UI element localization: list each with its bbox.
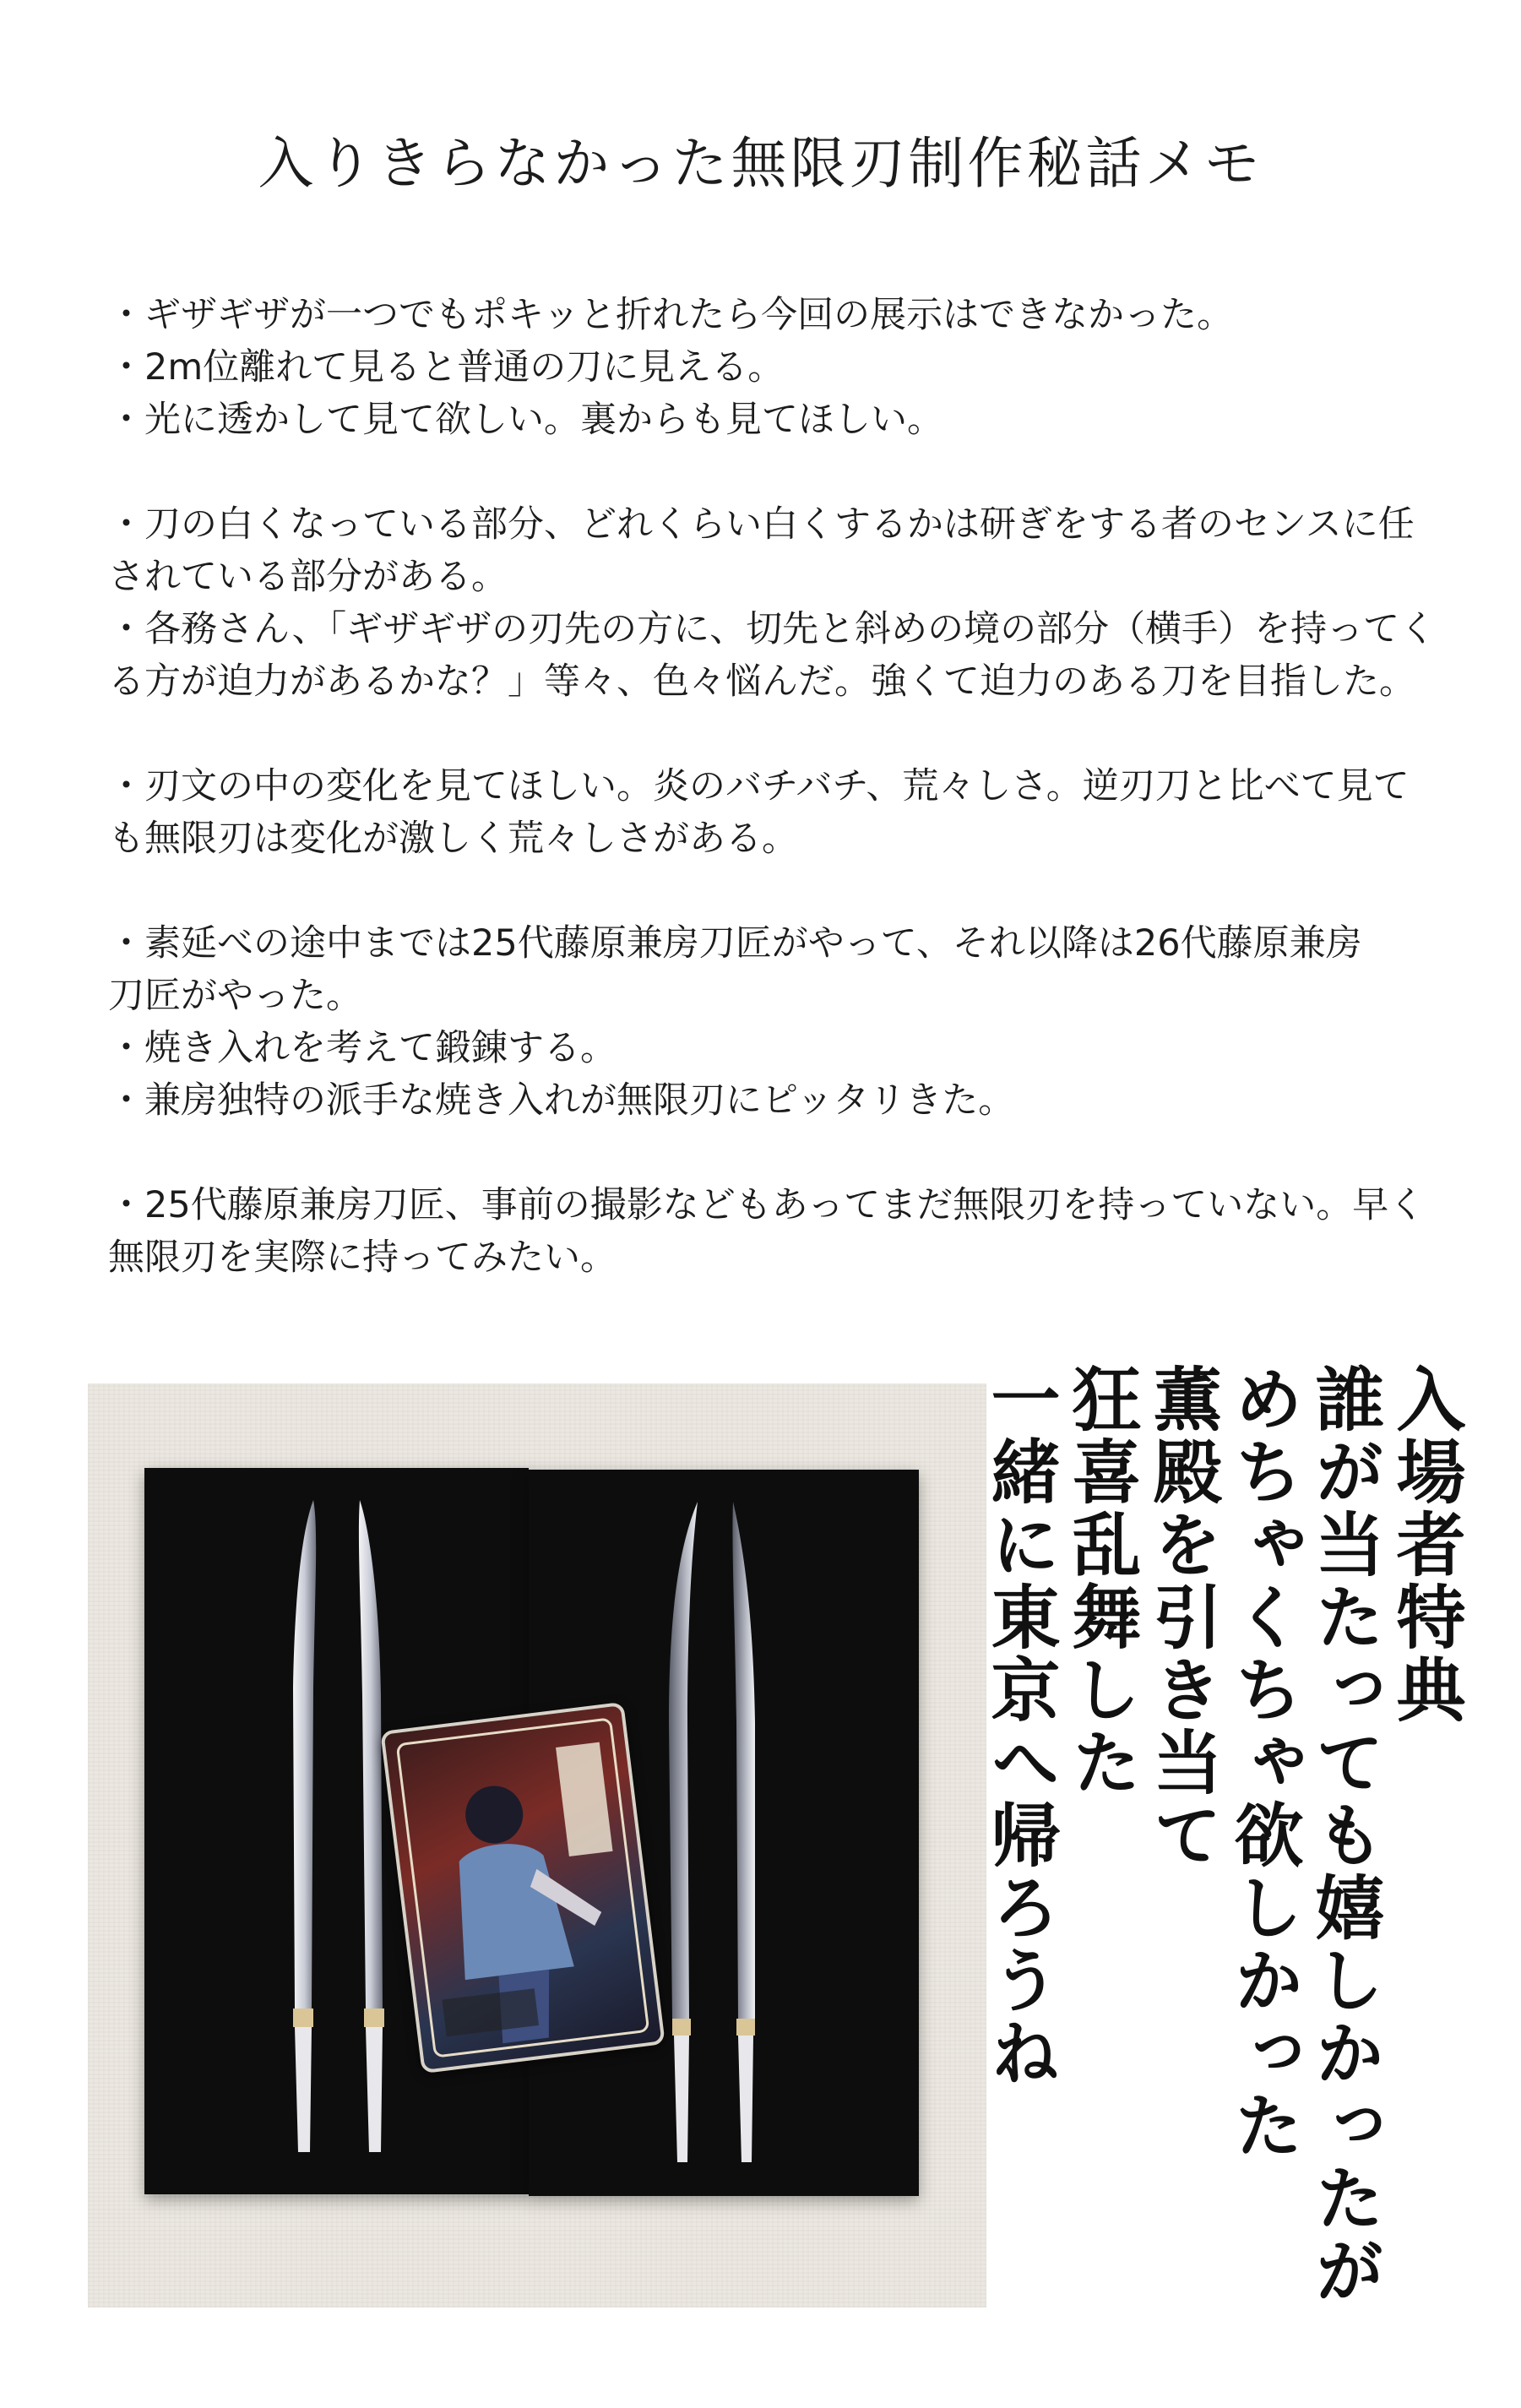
vertical-caption [959, 1363, 1465, 2309]
memo-line: 無限刃を実際に持ってみたい。 [108, 1237, 617, 1279]
memo-line: ・刃文の中の変化を見てほしい。炎のバチバチ、荒々しさ。逆刃刀と比べて見て [108, 765, 1410, 807]
memo-line: されている部分がある。 [108, 556, 508, 598]
memo-paragraph-3 [108, 760, 1426, 865]
bonus-card [380, 1702, 665, 2074]
memo-line: ・各務さん、「ギザギザの刃先の方に、切先と斜めの境の部分（横手）を持ってく [108, 608, 1437, 650]
memo-line: ・2m位離れて見ると普通の刀に見える。 [108, 346, 785, 389]
caption-line: 一緒に東京へ帰ろうね [980, 1363, 1060, 2090]
memo-line: ・焼き入れを考えて鍛錬する。 [108, 1027, 617, 1069]
memo-line: ・25代藤原兼房刀匠、事前の撮影などもあってまだ無限刃を持っていない。早く [108, 1184, 1426, 1226]
memo-paragraph-4 [108, 917, 1426, 1127]
caption-line: 入場者特典 [1385, 1363, 1465, 1726]
memo-paragraph-2 [108, 498, 1437, 708]
caption-line: めちゃくちゃ欲しかった [1223, 1363, 1303, 2162]
memo-line: ・光に透かして見て欲しい。裏からも見てほしい。 [108, 399, 943, 441]
memo-body [108, 289, 1437, 1336]
sword-photo [88, 1383, 986, 2307]
caption-line: 誰が当たっても嬉しかったが [1304, 1363, 1384, 2307]
memo-line: ・ギザギザが一つでもポキッと折れたら今回の展示はできなかった。 [108, 294, 1234, 336]
memo-paragraph-5 [108, 1179, 1426, 1284]
page-title: 入りきらなかった無限刃制作秘話メモ [258, 131, 1263, 196]
memo-paragraph-1 [108, 289, 1426, 446]
memo-line: ・兼房独特の派手な焼き入れが無限刃にピッタリきた。 [108, 1079, 1015, 1122]
memo-line: も無限刃は変化が激しく荒々しさがある。 [108, 818, 798, 860]
caption-line: 薫殿を引き当て [1142, 1363, 1222, 1872]
character-card-illustration [384, 1705, 662, 2069]
caption-line: 狂喜乱舞した [1061, 1363, 1141, 1799]
memo-line: ・素延べの途中までは25代藤原兼房刀匠がやって、それ以降は26代藤原兼房 [108, 922, 1362, 965]
memo-line: ・刀の白くなっている部分、どれくらい白くするかは研ぎをする者のセンスに任 [108, 503, 1415, 546]
memo-line: る方が迫力があるかな？」等々、色々悩んだ。強くて迫力のある刀を目指した。 [108, 660, 1415, 703]
memo-line: 刀匠がやった。 [108, 975, 362, 1017]
